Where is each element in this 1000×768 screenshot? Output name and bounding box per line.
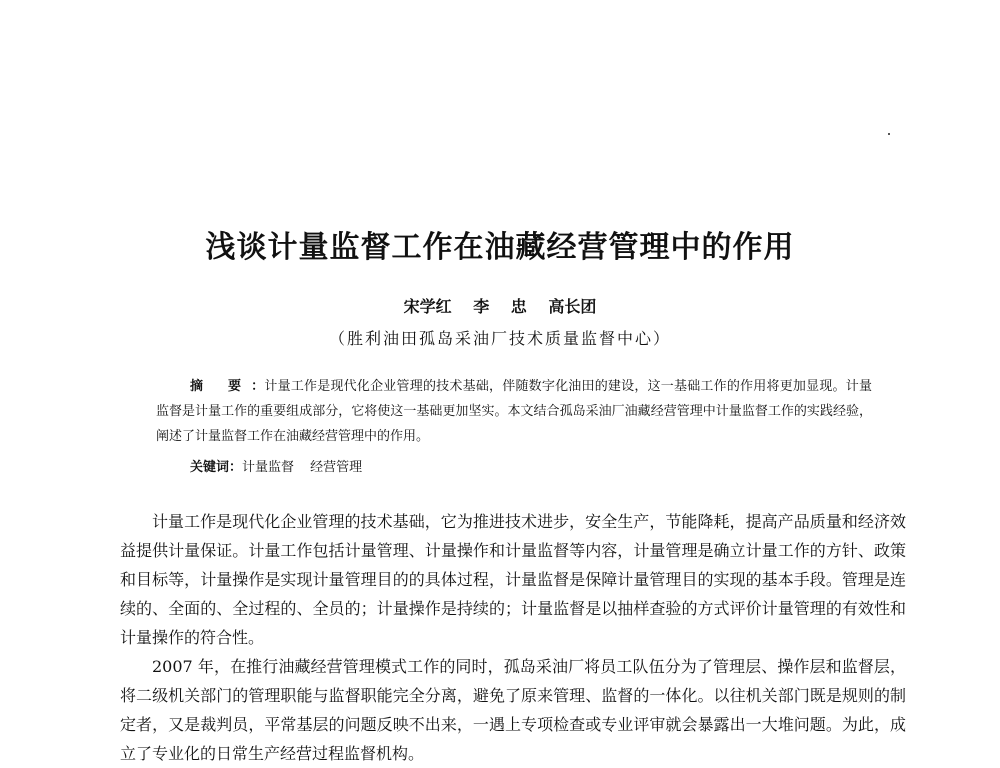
paper-title: 浅谈计量监督工作在油藏经营管理中的作用 [205, 230, 795, 265]
abstract [156, 374, 872, 449]
abstract-label: 摘 要 [190, 379, 252, 394]
keywords-separator: ： [229, 460, 243, 475]
authors: 宋学红 李 忠 高长团 [403, 297, 597, 316]
keywords-text: 计量监督 经营管理 [242, 460, 363, 475]
body-paragraph: 2007 年，在推行油藏经营管理模式工作的同时，孤岛采油厂将员工队伍分为了管理层、操作层和监督层，将二级机关部门的管理职能与监督职能完全分离，避免了原来管理、监督的一体化。以往机关部门既是规则的制定者，又是裁判员，平常基层的问题反映不出来，一遇上专项检查或专业评审就会暴露出一大堆问题。为此，成立了专业化的日常生产经营过程监督机构。 [120, 657, 906, 763]
body-paragraph: 计量工作是现代化企业管理的技术基础，它为推进技术进步，安全生产，节能降耗，提高产品质量和经济效益提供计量保证。计量工作包括计量管理、计量操作和计量监督等内容，计量管理是确立计量工作的方针、政策和目标等，计量操作是实现计量管理目的的具体过程，计量监督是保障计量管理目的实现的基本手段。管理是连续的、全面的、全过程的、全员的；计量操作是持续的；计量监督是以抽样查验的方式评价计量管理的有效性和计量操作的符合性。 [120, 512, 906, 647]
keywords-label: 关键词 [190, 460, 230, 475]
abstract-text: 计量工作是现代化企业管理的技术基础，伴随数字化油田的建设，这一基础工作的作用将更加显现。计量监督是计量工作的重要组成部分，它将使这一基础更加坚实。本文结合孤岛采油厂油藏经营管理中计量监督工作的实践经验，阐述了计量监督工作在油藏经营管理中的作用。 [156, 379, 872, 444]
scan-speck [888, 133, 890, 135]
affiliation: （胜利油田孤岛采油厂技术质量监督中心） [328, 329, 671, 348]
keywords [190, 455, 362, 480]
body-text [120, 507, 906, 768]
abstract-separator: ： [251, 379, 265, 394]
